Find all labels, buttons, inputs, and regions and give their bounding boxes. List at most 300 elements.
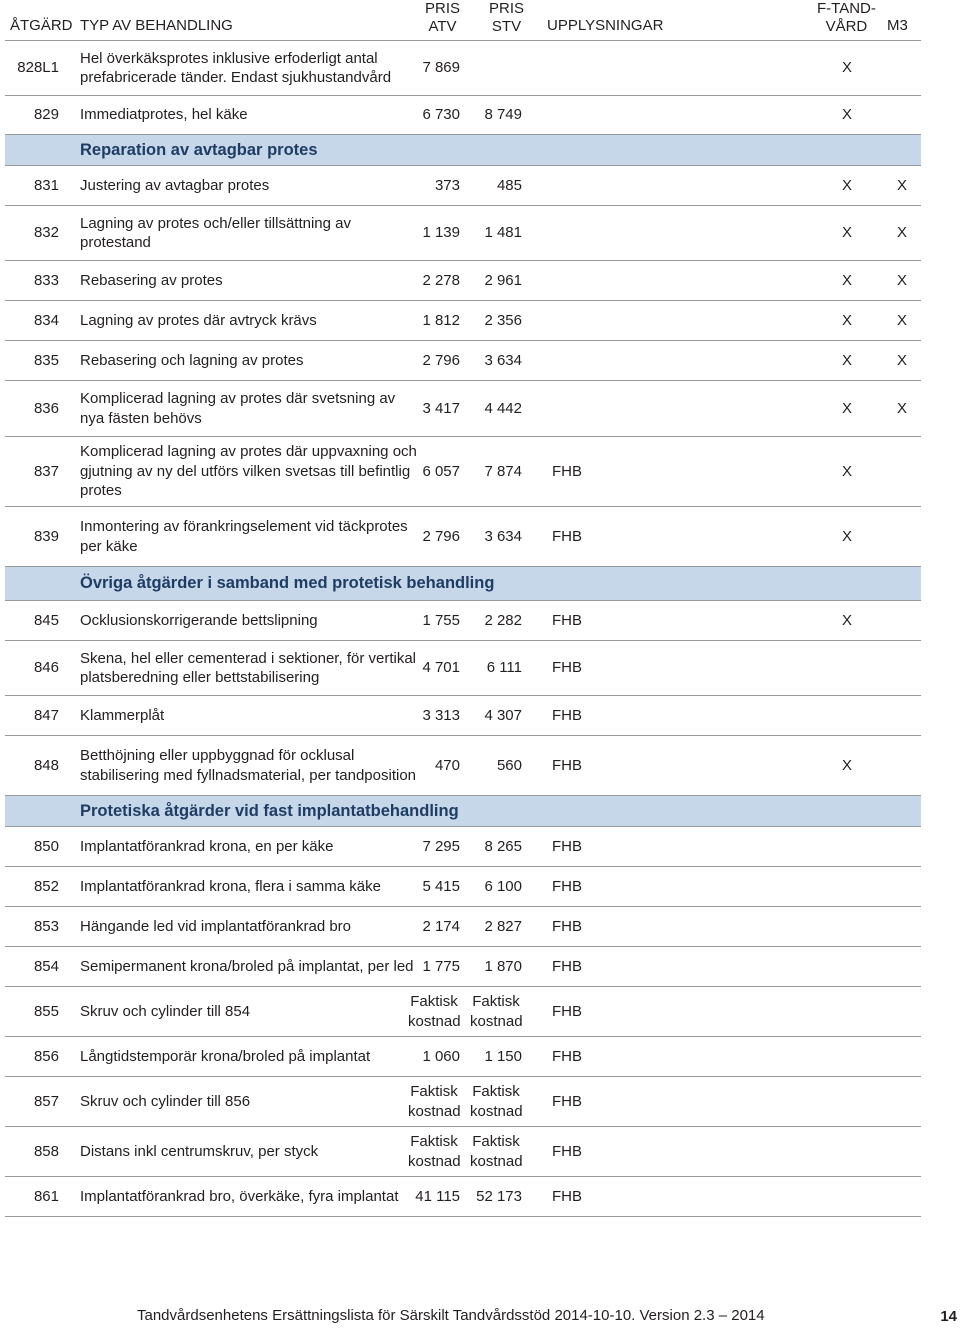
table-row <box>5 1077 921 1127</box>
treatment-description-cell <box>80 736 420 795</box>
price-stv-cell <box>462 166 522 205</box>
upplysningar-cell-text: FHB <box>552 917 582 935</box>
upplysningar-cell <box>552 947 612 986</box>
m3-cell <box>882 166 922 205</box>
price-atv-cell-text: 4 701 <box>422 659 460 677</box>
atgard-code-cell-text: 832 <box>33 224 59 242</box>
upplysningar-cell-text: FHB <box>552 527 582 545</box>
price-stv-cell <box>462 301 522 340</box>
atgard-code-cell-text: 850 <box>33 837 59 855</box>
upplysningar-cell <box>552 206 612 260</box>
f-tandvard-cell <box>827 736 867 795</box>
f-tandvard-cell-text: X <box>841 311 852 329</box>
price-atv-cell <box>400 1177 460 1216</box>
upplysningar-cell <box>552 166 612 205</box>
price-stv-cell-text: 2 961 <box>484 271 522 289</box>
f-tandvard-cell <box>827 1127 867 1176</box>
m3-cell <box>882 907 922 946</box>
table-row <box>5 166 921 206</box>
price-stv-cell <box>462 1037 522 1076</box>
treatment-description-cell <box>80 206 420 260</box>
f-tandvard-cell <box>827 827 867 866</box>
atgard-code-cell-text: 861 <box>33 1187 59 1205</box>
price-atv-cell <box>400 166 460 205</box>
price-stv-cell <box>462 867 522 906</box>
header-m3: M3 <box>887 17 908 34</box>
price-atv-cell-text: 3 417 <box>422 399 460 417</box>
treatment-description-cell <box>80 641 420 695</box>
treatment-description-cell <box>80 507 420 566</box>
treatment-description-cell <box>80 437 420 506</box>
price-atv-cell-text: Faktisk kostnad <box>408 1083 461 1120</box>
upplysningar-cell <box>552 601 612 640</box>
atgard-code-cell <box>5 696 59 735</box>
price-stv-cell-text: 485 <box>496 176 522 194</box>
header-ftandvard-line2: VÅRD <box>825 18 868 35</box>
header-pris-atv <box>425 0 460 36</box>
upplysningar-cell <box>552 301 612 340</box>
price-atv-cell <box>400 507 460 566</box>
atgard-code-cell <box>5 987 59 1036</box>
m3-cell-text: X <box>896 271 907 289</box>
treatment-description-cell <box>80 1127 420 1176</box>
section-title: Reparation av avtagbar protes <box>80 140 318 159</box>
m3-cell <box>882 341 922 380</box>
footer-text: Tandvårdsenhetens Ersättningslista för Särskilt Tandvårdsstöd 2014-10-10. Version 2.3 – 2014 <box>137 1307 765 1324</box>
header-pris-stv-line2: STV <box>491 18 522 35</box>
f-tandvard-cell <box>827 301 867 340</box>
m3-cell <box>882 1037 922 1076</box>
treatment-description-cell-text: Inmontering av förankringselement vid täckprotes per käke <box>80 518 408 555</box>
upplysningar-cell-text: FHB <box>552 1047 582 1065</box>
table-row <box>5 301 921 341</box>
m3-cell <box>882 41 922 95</box>
table-row <box>5 601 921 641</box>
price-atv-cell <box>400 736 460 795</box>
atgard-code-cell-text: 856 <box>33 1047 59 1065</box>
f-tandvard-cell-text: X <box>841 176 852 194</box>
f-tandvard-cell <box>827 507 867 566</box>
upplysningar-cell-text: FHB <box>552 611 582 629</box>
price-atv-cell <box>400 1037 460 1076</box>
price-stv-cell <box>462 261 522 300</box>
table-row <box>5 206 921 261</box>
price-stv-cell-text: 560 <box>496 756 522 774</box>
price-atv-cell-text: 2 796 <box>422 527 460 545</box>
table-row <box>5 736 921 796</box>
table-row <box>5 641 921 696</box>
upplysningar-cell-text: FHB <box>552 1092 582 1110</box>
table-row <box>5 381 921 437</box>
upplysningar-cell <box>552 507 612 566</box>
m3-cell <box>882 827 922 866</box>
price-stv-cell-text: 6 111 <box>486 659 522 677</box>
f-tandvard-cell <box>827 261 867 300</box>
treatment-description-cell-text: Hängande led vid implantatförankrad bro <box>80 917 352 935</box>
m3-cell-text: X <box>896 351 907 369</box>
treatment-description-cell <box>80 907 420 946</box>
price-stv-cell <box>462 641 522 695</box>
price-table <box>5 41 921 1217</box>
price-stv-cell-text: 1 150 <box>484 1047 522 1065</box>
atgard-code-cell <box>5 1077 59 1126</box>
f-tandvard-cell-text: X <box>841 271 852 289</box>
atgard-code-cell <box>5 867 59 906</box>
upplysningar-cell <box>552 736 612 795</box>
atgard-code-cell-text: 829 <box>33 106 59 124</box>
price-atv-cell-text: 373 <box>434 176 460 194</box>
table-row <box>5 96 921 135</box>
f-tandvard-cell <box>827 341 867 380</box>
price-atv-cell-text: Faktisk kostnad <box>408 1133 461 1170</box>
atgard-code-cell-text: 828L1 <box>17 59 59 77</box>
f-tandvard-cell-text: X <box>841 756 852 774</box>
treatment-description-cell <box>80 301 420 340</box>
f-tandvard-cell <box>827 166 867 205</box>
m3-cell <box>882 206 922 260</box>
treatment-description-cell <box>80 947 420 986</box>
treatment-description-cell-text: Ocklusionskorrigerande bettslipning <box>80 611 318 629</box>
atgard-code-cell-text: 845 <box>33 611 59 629</box>
upplysningar-cell-text: FHB <box>552 756 582 774</box>
atgard-code-cell-text: 848 <box>33 756 59 774</box>
table-row <box>5 907 921 947</box>
table-row <box>5 507 921 567</box>
atgard-code-cell-text: 858 <box>33 1142 59 1160</box>
table-row <box>5 1037 921 1077</box>
m3-cell <box>882 601 922 640</box>
treatment-description-cell-text: Skruv och cylinder till 856 <box>80 1092 251 1110</box>
m3-cell <box>882 1177 922 1216</box>
table-row <box>5 41 921 96</box>
atgard-code-cell <box>5 736 59 795</box>
atgard-code-cell <box>5 947 59 986</box>
price-stv-cell <box>462 341 522 380</box>
f-tandvard-cell-text: X <box>841 399 852 417</box>
f-tandvard-cell <box>827 696 867 735</box>
m3-cell-text: X <box>896 311 907 329</box>
table-row <box>5 261 921 301</box>
treatment-description-cell <box>80 41 420 95</box>
f-tandvard-cell <box>827 1077 867 1126</box>
f-tandvard-cell <box>827 641 867 695</box>
price-stv-cell-text: 3 634 <box>484 351 522 369</box>
price-stv-cell-text: Faktisk kostnad <box>470 993 523 1030</box>
price-stv-cell-text: Faktisk kostnad <box>470 1083 523 1120</box>
m3-cell-text: X <box>896 224 907 242</box>
treatment-description-cell <box>80 696 420 735</box>
price-atv-cell-text: 7 869 <box>422 59 460 77</box>
price-stv-cell <box>462 907 522 946</box>
price-atv-cell-text: 1 060 <box>422 1047 460 1065</box>
upplysningar-cell <box>552 341 612 380</box>
atgard-code-cell-text: 847 <box>33 706 59 724</box>
treatment-description-cell <box>80 341 420 380</box>
upplysningar-cell <box>552 381 612 436</box>
m3-cell <box>882 507 922 566</box>
atgard-code-cell <box>5 1177 59 1216</box>
f-tandvard-cell <box>827 41 867 95</box>
treatment-description-cell-text: Skruv och cylinder till 854 <box>80 1002 251 1020</box>
price-stv-cell <box>462 947 522 986</box>
price-atv-cell-text: 470 <box>434 756 460 774</box>
price-stv-cell <box>462 827 522 866</box>
price-stv-cell <box>462 41 522 95</box>
atgard-code-cell <box>5 261 59 300</box>
f-tandvard-cell <box>827 867 867 906</box>
treatment-description-cell <box>80 166 420 205</box>
header-pris-atv-line2: ATV <box>428 18 457 35</box>
treatment-description-cell <box>80 827 420 866</box>
upplysningar-cell <box>552 827 612 866</box>
upplysningar-cell <box>552 437 612 506</box>
price-atv-cell <box>400 301 460 340</box>
treatment-description-cell <box>80 96 420 134</box>
upplysningar-cell-text: FHB <box>552 957 582 975</box>
price-atv-cell <box>400 827 460 866</box>
atgard-code-cell <box>5 641 59 695</box>
upplysningar-cell <box>552 987 612 1036</box>
atgard-code-cell-text: 839 <box>33 527 59 545</box>
price-stv-cell <box>462 206 522 260</box>
price-atv-cell-text: 2 174 <box>422 917 460 935</box>
atgard-code-cell-text: 855 <box>33 1002 59 1020</box>
upplysningar-cell-text: FHB <box>552 1142 582 1160</box>
atgard-code-cell <box>5 206 59 260</box>
price-stv-cell <box>462 987 522 1036</box>
price-atv-cell-text: 2 278 <box>422 271 460 289</box>
treatment-description-cell-text: Rebasering och lagning av protes <box>80 351 304 369</box>
price-stv-cell <box>462 1077 522 1126</box>
atgard-code-cell <box>5 41 59 95</box>
upplysningar-cell-text: FHB <box>552 877 582 895</box>
price-atv-cell <box>400 1127 460 1176</box>
m3-cell <box>882 947 922 986</box>
treatment-description-cell-text: Lagning av protes där avtryck krävs <box>80 311 317 329</box>
atgard-code-cell-text: 846 <box>33 659 59 677</box>
f-tandvard-cell <box>827 96 867 134</box>
atgard-code-cell-text: 834 <box>33 311 59 329</box>
treatment-description-cell-text: Implantatförankrad krona, en per käke <box>80 837 334 855</box>
price-stv-cell-text: 1 870 <box>484 957 522 975</box>
atgard-code-cell-text: 853 <box>33 917 59 935</box>
price-stv-cell-text: 4 442 <box>484 399 522 417</box>
price-stv-cell <box>462 381 522 436</box>
atgard-code-cell <box>5 437 59 506</box>
price-atv-cell <box>400 947 460 986</box>
table-row <box>5 1127 921 1177</box>
price-atv-cell-text: 7 295 <box>422 837 460 855</box>
section-title: Protetiska åtgärder vid fast implantatbehandling <box>80 801 459 820</box>
f-tandvard-cell-text: X <box>841 224 852 242</box>
price-stv-cell-text: Faktisk kostnad <box>470 1133 523 1170</box>
atgard-code-cell-text: 836 <box>33 399 59 417</box>
price-stv-cell <box>462 696 522 735</box>
price-atv-cell-text: 1 812 <box>422 311 460 329</box>
price-atv-cell <box>400 341 460 380</box>
table-header <box>5 0 921 41</box>
header-upplysningar: UPPLYSNINGAR <box>547 17 664 34</box>
price-stv-cell <box>462 507 522 566</box>
m3-cell <box>882 437 922 506</box>
upplysningar-cell-text: FHB <box>552 837 582 855</box>
upplysningar-cell-text: FHB <box>552 1002 582 1020</box>
price-atv-cell <box>400 641 460 695</box>
atgard-code-cell <box>5 1037 59 1076</box>
price-stv-cell-text: 2 356 <box>484 311 522 329</box>
treatment-description-cell-text: Rebasering av protes <box>80 271 223 289</box>
atgard-code-cell-text: 837 <box>33 462 59 480</box>
upplysningar-cell <box>552 1077 612 1126</box>
header-ftandvard-line1: F-TAND- <box>817 0 876 17</box>
m3-cell <box>882 301 922 340</box>
price-atv-cell <box>400 261 460 300</box>
price-stv-cell <box>462 437 522 506</box>
section-header <box>5 135 921 166</box>
treatment-description-cell <box>80 601 420 640</box>
price-atv-cell-text: 5 415 <box>422 877 460 895</box>
price-atv-cell <box>400 987 460 1036</box>
m3-cell <box>882 261 922 300</box>
price-stv-cell-text: 52 173 <box>476 1187 522 1205</box>
f-tandvard-cell-text: X <box>841 106 852 124</box>
price-stv-cell-text: 6 100 <box>484 877 522 895</box>
m3-cell <box>882 1077 922 1126</box>
price-stv-cell <box>462 96 522 134</box>
upplysningar-cell-text: FHB <box>552 659 582 677</box>
f-tandvard-cell <box>827 987 867 1036</box>
treatment-description-cell-text: Lagning av protes och/eller tillsättning av protestand <box>80 214 351 251</box>
treatment-description-cell-text: Betthöjning eller uppbyggnad för ocklusal stabilisering med fyllnadsmaterial, per tandposition <box>80 747 417 784</box>
price-atv-cell-text: Faktisk kostnad <box>408 993 461 1030</box>
m3-cell <box>882 696 922 735</box>
treatment-description-cell-text: Justering av avtagbar protes <box>80 176 270 194</box>
price-atv-cell <box>400 601 460 640</box>
upplysningar-cell <box>552 261 612 300</box>
atgard-code-cell <box>5 341 59 380</box>
price-stv-cell <box>462 736 522 795</box>
m3-cell <box>882 96 922 134</box>
table-row <box>5 1177 921 1217</box>
atgard-code-cell <box>5 96 59 134</box>
atgard-code-cell <box>5 827 59 866</box>
m3-cell <box>882 1127 922 1176</box>
f-tandvard-cell <box>827 1177 867 1216</box>
price-stv-cell-text: 4 307 <box>484 706 522 724</box>
price-atv-cell <box>400 437 460 506</box>
atgard-code-cell <box>5 507 59 566</box>
page-footer <box>0 1307 960 1327</box>
treatment-description-cell <box>80 1077 420 1126</box>
m3-cell-text: X <box>896 399 907 417</box>
m3-cell <box>882 987 922 1036</box>
price-atv-cell-text: 1 775 <box>422 957 460 975</box>
header-ftandvard <box>817 0 876 36</box>
table-row <box>5 867 921 907</box>
atgard-code-cell <box>5 301 59 340</box>
treatment-description-cell <box>80 381 420 436</box>
price-atv-cell <box>400 907 460 946</box>
treatment-description-cell-text: Hel överkäksprotes inklusive erfoderligt antal prefabricerade tänder. Endast sjukhustandvård <box>80 49 392 86</box>
price-atv-cell-text: 41 115 <box>415 1187 460 1205</box>
atgard-code-cell-text: 831 <box>33 176 59 194</box>
upplysningar-cell <box>552 1177 612 1216</box>
table-row <box>5 987 921 1037</box>
treatment-description-cell-text: Implantatförankrad bro, överkäke, fyra implantat <box>80 1187 399 1205</box>
table-row <box>5 947 921 987</box>
section-header <box>5 567 921 601</box>
upplysningar-cell-text: FHB <box>552 462 582 480</box>
price-atv-cell <box>400 96 460 134</box>
atgard-code-cell-text: 854 <box>33 957 59 975</box>
upplysningar-cell <box>552 1127 612 1176</box>
treatment-description-cell-text: Komplicerad lagning av protes där uppvaxning och gjutning av ny del utförs vilken svetsas till befintlig protes <box>80 443 417 500</box>
price-atv-cell <box>400 696 460 735</box>
treatment-description-cell-text: Distans inkl centrumskruv, per styck <box>80 1142 319 1160</box>
header-pris-stv-line1: PRIS <box>489 0 525 17</box>
f-tandvard-cell <box>827 947 867 986</box>
f-tandvard-cell-text: X <box>841 59 852 77</box>
price-stv-cell <box>462 601 522 640</box>
price-atv-cell <box>400 867 460 906</box>
header-pris-atv-line1: PRIS <box>425 0 461 17</box>
header-typ: TYP AV BEHANDLING <box>80 17 233 34</box>
treatment-description-cell-text: Implantatförankrad krona, flera i samma käke <box>80 877 381 895</box>
upplysningar-cell <box>552 1037 612 1076</box>
f-tandvard-cell <box>827 1037 867 1076</box>
table-row <box>5 341 921 381</box>
m3-cell <box>882 867 922 906</box>
treatment-description-cell <box>80 1177 420 1216</box>
price-atv-cell-text: 3 313 <box>422 706 460 724</box>
price-stv-cell-text: 8 749 <box>484 106 522 124</box>
upplysningar-cell <box>552 696 612 735</box>
atgard-code-cell-text: 852 <box>33 877 59 895</box>
table-row <box>5 437 921 507</box>
m3-cell <box>882 641 922 695</box>
atgard-code-cell <box>5 166 59 205</box>
price-atv-cell-text: 2 796 <box>422 351 460 369</box>
atgard-code-cell-text: 857 <box>33 1092 59 1110</box>
atgard-code-cell-text: 835 <box>33 351 59 369</box>
treatment-description-cell-text: Klammerplåt <box>80 706 165 724</box>
treatment-description-cell-text: Långtidstemporär krona/broled på implantat <box>80 1047 371 1065</box>
upplysningar-cell <box>552 867 612 906</box>
price-stv-cell-text: 2 282 <box>484 611 522 629</box>
atgard-code-cell <box>5 1127 59 1176</box>
price-atv-cell <box>400 1077 460 1126</box>
section-header <box>5 796 921 827</box>
upplysningar-cell <box>552 41 612 95</box>
f-tandvard-cell <box>827 601 867 640</box>
treatment-description-cell <box>80 987 420 1036</box>
m3-cell-text: X <box>896 176 907 194</box>
price-atv-cell <box>400 381 460 436</box>
treatment-description-cell-text: Komplicerad lagning av protes där svetsning av nya fästen behövs <box>80 390 396 427</box>
f-tandvard-cell <box>827 206 867 260</box>
f-tandvard-cell <box>827 437 867 506</box>
price-stv-cell-text: 3 634 <box>484 527 522 545</box>
m3-cell <box>882 736 922 795</box>
m3-cell <box>882 381 922 436</box>
price-atv-cell-text: 1 755 <box>422 611 460 629</box>
upplysningar-cell-text: FHB <box>552 706 582 724</box>
price-stv-cell-text: 7 874 <box>484 462 522 480</box>
price-stv-cell-text: 1 481 <box>484 224 522 242</box>
table-row <box>5 696 921 736</box>
price-atv-cell <box>400 41 460 95</box>
price-atv-cell-text: 6 057 <box>422 462 460 480</box>
